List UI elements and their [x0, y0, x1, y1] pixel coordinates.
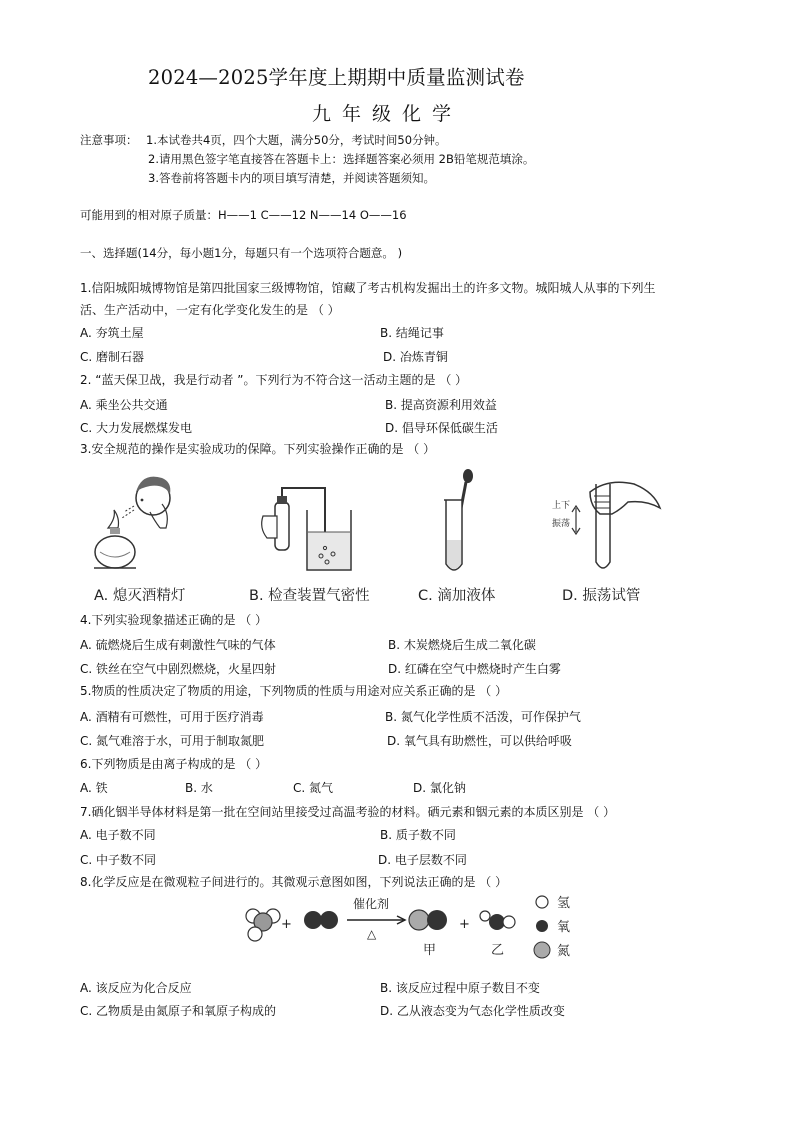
- atomic-mass-line: 可能用到的相对原子质量：H——1 C——12 N——14 O——16: [80, 208, 407, 222]
- q6-option-c: C. 氮气: [293, 781, 334, 795]
- q4-option-a: A. 硫燃烧后生成有刺激性气味的气体: [80, 638, 276, 652]
- question-6-stem: 6.下列物质是由离子构成的是 （ ）: [80, 757, 268, 771]
- airtightness-check-illustration: [255, 482, 375, 582]
- q7-option-a: A. 电子数不同: [80, 828, 156, 842]
- q7-option-c: C. 中子数不同: [80, 853, 157, 867]
- q7-option-b: B. 质子数不同: [380, 828, 456, 842]
- plus-sign-2: +: [459, 917, 470, 932]
- q6-option-d: D. 氯化钠: [413, 781, 466, 795]
- section-heading: 一、选择题(14分，每小题1分，每题只有一个选项符合题意。 ): [80, 246, 403, 260]
- picture-label-c: C. 滴加液体: [418, 588, 496, 604]
- q8-option-c: C. 乙物质是由氮原子和氧原子构成的: [80, 1004, 277, 1018]
- picture-label-b: B. 检查装置气密性: [249, 588, 370, 604]
- product-yi-label: 乙: [491, 943, 505, 958]
- q5-option-b: B. 氮气化学性质不活泼，可作保护气: [385, 710, 581, 724]
- q4-option-c: C. 铁丝在空气中剧烈燃烧，火星四射: [80, 662, 277, 676]
- note-item-2: 2.请用黑色签字笔直接答在答题卡上：选择题答案必须用 2B铅笔规范填涂。: [148, 152, 535, 166]
- plus-sign-1: +: [281, 917, 292, 932]
- question-7-stem: 7.硒化铟半导体材料是第一批在空间站里接受过高温考验的材料。硒元素和铟元素的本质区别是 （ ）: [80, 805, 616, 819]
- question-8-stem: 8.化学反应是在微观粒子间进行的。其微观示意图如图，下列说法正确的是 （ ）: [80, 875, 508, 889]
- picture-label-a: A. 熄灭酒精灯: [94, 588, 186, 604]
- question-4-stem: 4.下列实验现象描述正确的是 （ ）: [80, 613, 268, 627]
- shake-label-2: 振荡: [552, 519, 571, 529]
- q1-option-a: A. 夯筑土屋: [80, 326, 144, 340]
- q1-option-b: B. 结绳记事: [380, 326, 444, 340]
- note-item-3: 3.答卷前将答题卡内的项目填写清楚，并阅读答题须知。: [148, 171, 435, 185]
- picture-label-d: D. 振荡试管: [562, 588, 641, 604]
- q7-option-d: D. 电子层数不同: [378, 853, 467, 867]
- notes-label: 注意事项：: [80, 133, 138, 147]
- question-1-stem-line2: 活、生产活动中，一定有化学变化发生的是 （ ）: [80, 303, 340, 317]
- q5-option-d: D. 氧气具有助燃性，可以供给呼吸: [387, 734, 572, 748]
- dropper-test-tube-illustration: [430, 466, 490, 580]
- q4-option-d: D. 红磷在空气中燃烧时产生白雾: [388, 662, 561, 676]
- q1-option-c: C. 磨制石器: [80, 350, 145, 364]
- reaction-micro-diagram: [225, 892, 585, 962]
- question-1-stem-line1: 1.信阳城阳城博物馆是第四批国家三级博物馆，馆藏了考古机构发掘出土的许多文物。城阳城人从事的下列生: [80, 281, 656, 295]
- shaking-test-tube-illustration: [550, 470, 670, 580]
- q6-option-b: B. 水: [185, 781, 213, 795]
- heat-symbol: △: [367, 927, 377, 941]
- q2-option-b: B. 提高资源利用效益: [385, 398, 497, 412]
- q8-option-d: D. 乙从液态变为气态化学性质改变: [380, 1004, 565, 1018]
- alcohol-lamp-blowing-illustration: [90, 466, 230, 586]
- q2-option-d: D. 倡导环保低碳生活: [385, 421, 498, 435]
- exam-subtitle: 九年级化学: [312, 103, 463, 125]
- legend-oxygen: 氧: [557, 920, 571, 935]
- q2-option-c: C. 大力发展燃煤发电: [80, 421, 193, 435]
- q5-option-a: A. 酒精有可燃性，可用于医疗消毒: [80, 710, 264, 724]
- product-jia-label: 甲: [423, 943, 437, 958]
- q4-option-b: B. 木炭燃烧后生成二氧化碳: [388, 638, 536, 652]
- q6-option-a: A. 铁: [80, 781, 108, 795]
- shake-label-1: 上下: [552, 501, 571, 511]
- catalyst-label: 催化剂: [353, 897, 390, 911]
- question-2-stem: 2. “蓝天保卫战，我是行动者 ”。下列行为不符合这一活动主题的是 （ ）: [80, 373, 468, 387]
- legend-nitrogen: 氮: [557, 944, 571, 959]
- q5-option-c: C. 氮气难溶于水，可用于制取氮肥: [80, 734, 265, 748]
- q8-option-a: A. 该反应为化合反应: [80, 981, 192, 995]
- exam-title: 2024—2025学年度上期期中质量监测试卷: [148, 66, 525, 89]
- question-3-stem: 3.安全规范的操作是实验成功的保障。下列实验操作正确的是 （ ）: [80, 442, 436, 456]
- question-5-stem: 5.物质的性质决定了物质的用途，下列物质的性质与用途对应关系正确的是 （ ）: [80, 684, 508, 698]
- q8-option-b: B. 该反应过程中原子数目不变: [380, 981, 540, 995]
- note-item-1: 1.本试卷共4页，四个大题，满分50分，考试时间50分钟。: [146, 133, 447, 147]
- q2-option-a: A. 乘坐公共交通: [80, 398, 168, 412]
- q1-option-d: D. 冶炼青铜: [383, 350, 448, 364]
- legend-hydrogen: 氢: [557, 896, 571, 911]
